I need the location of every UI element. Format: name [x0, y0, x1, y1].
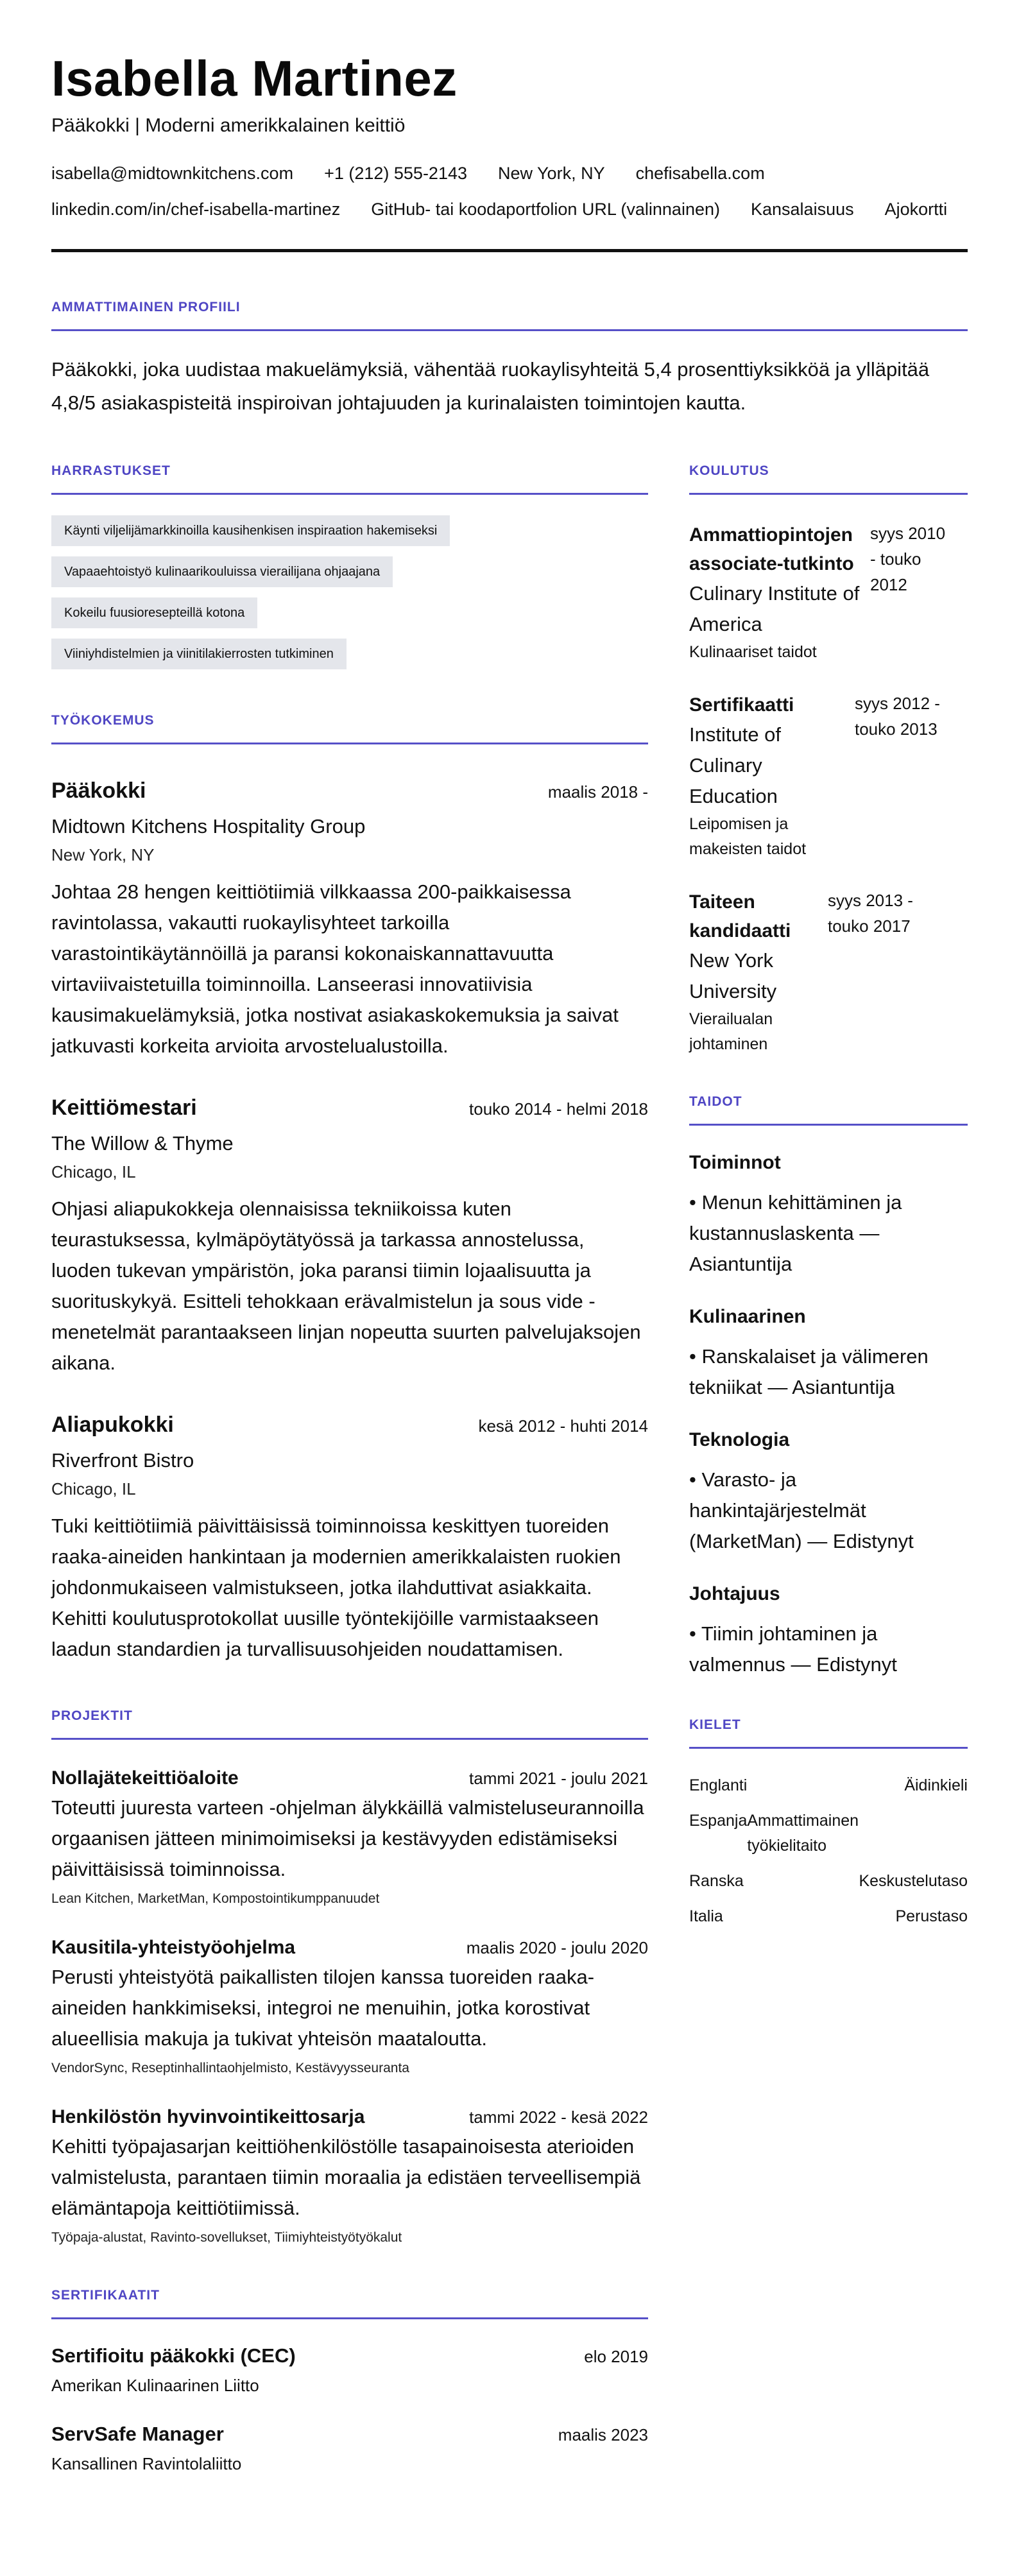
project-entry [51, 1765, 648, 1909]
section-divider [51, 2317, 648, 2319]
section-heading: KOULUTUS [689, 463, 769, 478]
section-heading: KIELET [689, 1717, 741, 1732]
contact-email[interactable]: isabella@midtownkitchens.com [51, 164, 294, 183]
hobby-tag: Viiniyhdistelmien ja viinitilakierrosten tutkiminen [51, 639, 347, 669]
education-entry [689, 520, 968, 665]
profile-summary: Pääkokki, joka uudistaa makuelämyksiä, vähentää ruokaylisyhteitä 5,4 prosenttiyksikköä ja ylläpitää 4,8/5 asiakaspisteitä inspiroivan johtajuuden ja kurinalaisten toimintojen kautta. [51, 358, 930, 414]
project-entry [51, 2104, 648, 2248]
language-level: Perustaso [895, 1907, 968, 1925]
job-location: New York, NY [51, 845, 155, 864]
education-school: New York University [689, 949, 777, 1002]
contact-citizenship: Kansalaisuus [751, 200, 854, 219]
education-field: Kulinaariset taidot [689, 643, 817, 661]
skill-category: Johtajuus [689, 1583, 780, 1604]
language-row [689, 1904, 968, 1929]
section-divider [689, 1747, 968, 1749]
skill-category: Teknologia [689, 1429, 790, 1450]
language-row [689, 1869, 968, 1894]
job-description: Johtaa 28 hengen keittiötiimiä vilkkaassa 200-paikkaisessa ravintolassa, vakautti ruokaylisyhteet tarkoilla varastointikäytännöillä ja paransi kokonaiskannattavuutta virtaviivaistetuilla toiminnoilla. Lanseerasi innovatiivisia kausimakuelämyksiä, jotka nostivat asiakaskokemuksia ja saivat jatkuvasti korkeita arvioita arvostelualustoilla. [51, 880, 619, 1057]
job-title: Aliapukokki [51, 1413, 174, 1437]
certificate-entry [51, 2421, 648, 2476]
certificate-date: maalis 2023 [558, 2425, 648, 2444]
hobby-tag: Kokeilu fuusioresepteillä kotona [51, 597, 257, 628]
education-entry [689, 691, 968, 862]
left-column [51, 462, 648, 2476]
project-tools: VendorSync, Reseptinhallintaohjelmisto, Kestävyysseuranta [51, 2061, 409, 2075]
education-degree: Taiteen kandidaatti [689, 891, 791, 941]
certificates-section [51, 2287, 648, 2476]
education-dates: syys 2013 - touko 2017 [828, 891, 913, 936]
projects-section [51, 1707, 648, 2248]
project-title: Kausitila-yhteistyöohjelma [51, 1937, 296, 1958]
project-dates: tammi 2022 - kesä 2022 [469, 2108, 648, 2127]
job-title: Keittiömestari [51, 1095, 197, 1120]
education-degree: Ammattiopintojen associate-tutkinto [689, 524, 854, 574]
section-heading: SERTIFIKAATIT [51, 2288, 160, 2303]
certificate-title: ServSafe Manager [51, 2423, 224, 2445]
section-heading: AMMATTIMAINEN PROFIILI [51, 300, 241, 314]
profile-section [51, 298, 968, 420]
contact-phone[interactable]: +1 (212) 555-2143 [324, 164, 467, 183]
project-entry [51, 1935, 648, 2079]
skill-item: • Ranskalaiset ja välimeren tekniikat — Asiantuntija [689, 1345, 929, 1398]
job-title: Pääkokki [51, 778, 146, 803]
language-row [689, 1808, 968, 1859]
project-tools: Työpaja-alustat, Ravinto-sovellukset, Tiimiyhteistyötyökalut [51, 2230, 402, 2245]
candidate-name: Isabella Martinez [51, 50, 458, 107]
language-list [689, 1773, 968, 1929]
education-section [689, 462, 968, 1057]
skills-section [689, 1093, 968, 1680]
contact-github[interactable]: GitHub- tai koodaportfolion URL (valinnainen) [371, 200, 720, 219]
job-description: Ohjasi aliapukokkeja olennaisissa tekniikoissa kuten teurastuksessa, kylmäpöytätyössä ja tarkassa annostelussa, luoden tukevan ympäristön, joka paransi tiimin lojaalisuutta ja suorituskykyä. Esitteli tehokkaan erävalmistelun ja sous vide -menetelmät parantaakseen linjan nopeutta suurten palvelujaksojen aikana. [51, 1198, 641, 1374]
education-dates: syys 2010 - touko 2012 [870, 524, 946, 594]
section-heading: PROJEKTIT [51, 1708, 133, 1723]
language-level: Keskustelutaso [859, 1872, 968, 1890]
skill-category: Toiminnot [689, 1152, 781, 1173]
right-column [689, 462, 968, 2476]
project-description: Kehitti työpajasarjan keittiöhenkilöstölle tasapainoisesta aterioiden valmistelusta, parantaen tiimin moraalia ja edistäen terveellisempiä elämäntapoja keittiötiimissä. [51, 2135, 641, 2219]
job-location: Chicago, IL [51, 1162, 136, 1181]
contact-list [51, 155, 968, 227]
certificate-date: elo 2019 [584, 2347, 648, 2366]
language-level: Ammattimainen työkielitaito [747, 1812, 859, 1855]
language-name: Italia [689, 1907, 723, 1925]
skill-category: Kulinaarinen [689, 1306, 806, 1327]
two-column-layout [51, 462, 968, 2476]
education-field: Vierailualan johtaminen [689, 1010, 773, 1053]
section-divider [51, 493, 648, 495]
hobby-tags [51, 515, 648, 669]
education-dates: syys 2012 - touko 2013 [855, 694, 940, 739]
education-entry [689, 888, 968, 1057]
section-divider [51, 1738, 648, 1740]
job-location: Chicago, IL [51, 1479, 136, 1498]
section-divider [689, 1124, 968, 1126]
section-divider [51, 329, 968, 331]
certificate-title: Sertifioitu pääkokki (CEC) [51, 2344, 296, 2367]
header-divider [51, 249, 968, 252]
project-description: Perusti yhteistyötä paikallisten tilojen kanssa tuoreiden raaka-aineiden hankkimiseksi, integroi ne menuihin, jotka korostivat alueellisia makuja ja tukivat yhteisön maataloutta. [51, 1966, 595, 2050]
hobby-tag: Käynti viljelijämarkkinoilla kausihenkisen inspiraation hakemiseksi [51, 515, 450, 546]
education-school: Institute of Culinary Education [689, 723, 782, 807]
project-title: Nollajätekeittiöaloite [51, 1767, 239, 1789]
language-row [689, 1773, 968, 1798]
language-level: Äidinkieli [904, 1776, 968, 1794]
project-description: Toteutti juuresta varteen -ohjelman älykkäillä valmisteluseurannoilla orgaanisen jätteen minimoimiseksi ja kestävyyden edistämiseksi päivittäisissä toiminnoissa. [51, 1796, 644, 1880]
job-entry [51, 777, 648, 1061]
language-name: Espanja [689, 1812, 748, 1830]
contact-linkedin[interactable]: linkedin.com/in/chef-isabella-martinez [51, 200, 341, 219]
job-company: Midtown Kitchens Hospitality Group [51, 815, 366, 837]
hobbies-section [51, 462, 648, 669]
section-heading: TYÖKOKEMUS [51, 713, 155, 728]
candidate-title: Pääkokki | Moderni amerikkalainen keittiö [51, 115, 406, 136]
section-divider [689, 493, 968, 495]
job-dates: touko 2014 - helmi 2018 [469, 1099, 648, 1119]
skill-item: • Tiimin johtaminen ja valmennus — Edistynyt [689, 1622, 897, 1676]
hobby-tag: Vapaaehtoistyö kulinaarikouluissa vierailijana ohjaajana [51, 556, 393, 587]
job-entry [51, 1411, 648, 1665]
education-field: Leipomisen ja makeisten taidot [689, 815, 807, 858]
certificate-entry [51, 2342, 648, 2398]
education-school: Culinary Institute of America [689, 582, 860, 635]
languages-section [689, 1716, 968, 1929]
certificate-issuer: Amerikan Kulinaarinen Liitto [51, 2376, 259, 2395]
job-dates: kesä 2012 - huhti 2014 [478, 1416, 648, 1436]
experience-section [51, 712, 648, 1665]
contact-location: New York, NY [498, 164, 605, 183]
section-divider [51, 743, 648, 744]
project-title: Henkilöstön hyvinvointikeittosarja [51, 2106, 365, 2127]
job-entry [51, 1094, 648, 1378]
project-dates: maalis 2020 - joulu 2020 [466, 1938, 648, 1957]
contact-website[interactable]: chefisabella.com [635, 164, 765, 183]
language-name: Englanti [689, 1776, 748, 1794]
project-tools: Lean Kitchen, MarketMan, Kompostointikumppanuudet [51, 1891, 380, 1906]
resume-header [51, 49, 968, 252]
job-dates: maalis 2018 - [547, 782, 648, 802]
certificate-issuer: Kansallinen Ravintolaliitto [51, 2454, 242, 2473]
language-name: Ranska [689, 1872, 744, 1890]
contact-drivers-license: Ajokortti [884, 200, 948, 219]
job-description: Tuki keittiötiimiä päivittäisissä toiminnoissa keskittyen tuoreiden raaka-aineiden hankintaan ja modernien amerikkalaisten ruokien johdonmukaiseen valmistukseen, jotka ilahduttivat asiakkaita. Kehitti koulutusprotokollat uusille työntekijöille varmistaakseen laadun standardien ja turvallisuusohjeiden noudattamisen. [51, 1515, 621, 1660]
skill-item: • Varasto- ja hankintajärjestelmät (MarketMan) — Edistynyt [689, 1468, 914, 1552]
skill-item: • Menun kehittäminen ja kustannuslaskenta — Asiantuntija [689, 1191, 902, 1275]
section-heading: TAIDOT [689, 1094, 742, 1109]
job-company: The Willow & Thyme [51, 1132, 234, 1155]
section-heading: HARRASTUKSET [51, 463, 171, 478]
education-degree: Sertifikaatti [689, 694, 794, 716]
project-dates: tammi 2021 - joulu 2021 [469, 1769, 648, 1788]
job-company: Riverfront Bistro [51, 1449, 194, 1472]
